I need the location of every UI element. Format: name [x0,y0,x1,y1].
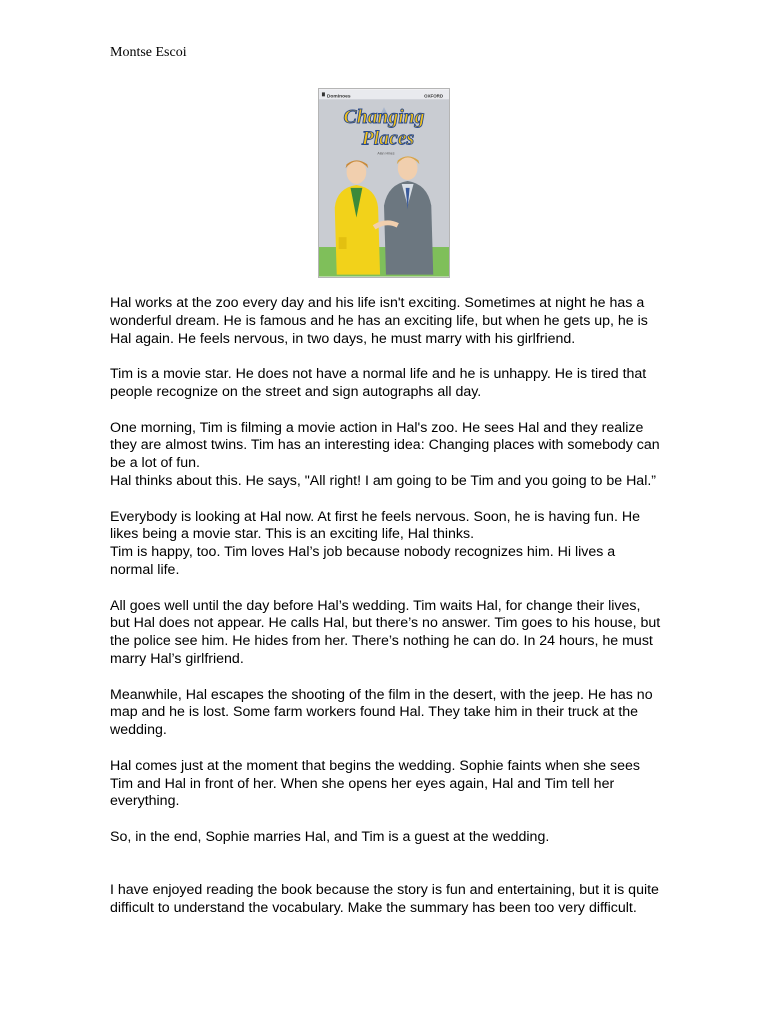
cover-byline: Alan Hines [377,151,395,156]
summary-text [110,295,662,935]
paragraph: All goes well until the day before Hal’s wedding. Tim waits Hal, for change their lives, but Hal does not appear. He calls Hal, but there’s no answer. Tim goes to his house, but the police see him. He hides from her. There’s nothing he can do. In 24 hours, he must marry Hal’s girlfriend. [110,597,661,667]
paragraph: Tim is happy, too. Tim loves Hal’s job because nobody recognizes him. Hi lives a normal life. [110,544,616,578]
paragraph: Meanwhile, Hal escapes the shooting of the film in the desert, with the jeep. He has no map and he is lost. Some farm workers found Hal. They take him in their truck at the wedding. [110,686,653,739]
paragraph: Everybody is looking at Hal now. At first he feels nervous. Soon, he is having fun. He likes being a movie star. This is an exciting life, Hal thinks. [110,508,640,543]
author-name: Montse Escoi [110,45,187,60]
paragraph: I have enjoyed reading the book because the story is fun and entertaining, but it is quite difficult to understand the vocabulary. Make the summary has been too very difficult. [110,881,659,916]
paragraph: Hal thinks about this. He says, "All right! I am going to be Tim and you going to be Hal.” [110,472,657,489]
cover-series: Dominoes [326,94,351,100]
paragraph: One morning, Tim is filming a movie action in Hal's zoo. He sees Hal and they realize they are almost twins. Tim has an interesting idea: Changing places with somebody can be a lot of fun. [110,419,660,472]
paragraph: So, in the end, Sophie marries Hal, and Tim is a guest at the wedding. [110,828,550,845]
paragraph: Hal works at the zoo every day and his life isn't exciting. Sometimes at night he has a wonderful dream. He is famous and he has an exciting life, but when he gets up, he is Hal again. He feels nervous, in two days, he must marry with his girlfriend. [110,295,648,347]
book-cover-image [318,88,450,278]
cover-publisher: OXFORD [424,93,444,99]
cover-title-line2: Places [361,127,415,150]
cover-title-line1: Changing [343,105,425,128]
book-cover-illustration [319,89,449,277]
paragraph: Hal comes just at the moment that begins the wedding. Sophie faints when she sees Tim and Hal in front of her. When she opens her eyes again, Hal and Tim tell her everything. [110,757,640,810]
paragraph: Tim is a movie star. He does not have a normal life and he is unhappy. He is tired that people recognize on the street and sign autographs all day. [110,366,647,400]
